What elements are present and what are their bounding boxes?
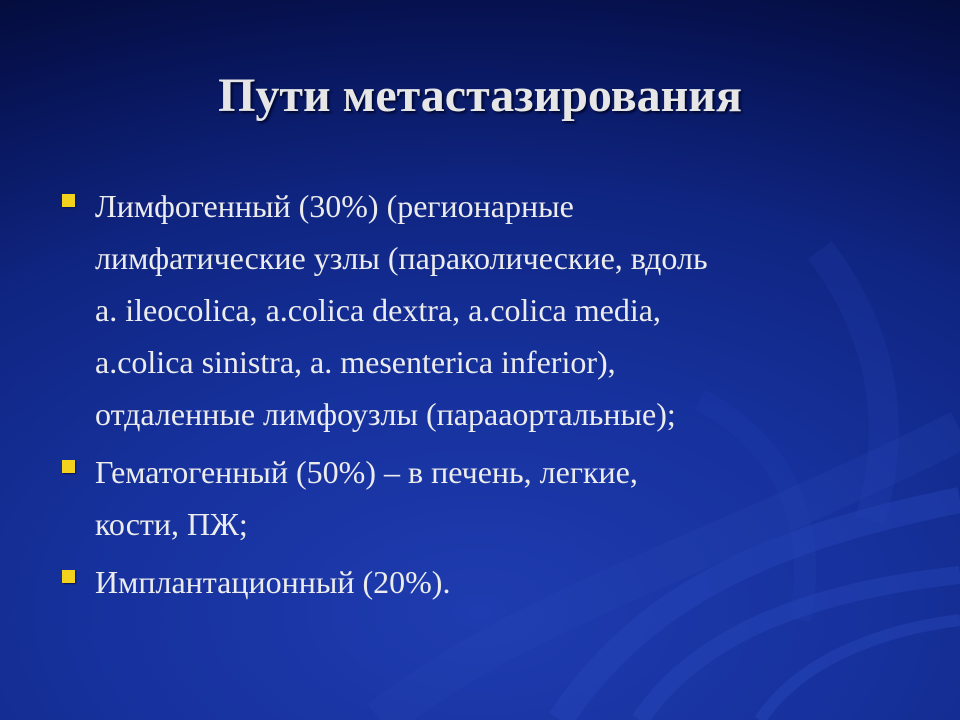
bullet-line: лимфатические узлы (параколические, вдоль xyxy=(95,240,708,276)
bullet-line: Лимфогенный (30%) (регионарные xyxy=(95,188,574,224)
square-bullet-icon xyxy=(62,460,75,473)
bullet-item-hematogenous xyxy=(60,446,910,550)
bullet-list xyxy=(60,180,910,614)
bullet-line: a. ileocolica, a.colica dextra, a.colica media, xyxy=(95,292,661,328)
square-bullet-icon xyxy=(62,194,75,207)
bullet-line: отдаленные лимфоузлы (парааортальные); xyxy=(95,396,676,432)
bullet-item-implantation xyxy=(60,556,910,608)
bullet-line: a.colica sinistra, a. mesenterica inferior), xyxy=(95,344,616,380)
bullet-line: кости, ПЖ; xyxy=(95,506,248,542)
bullet-line: Гематогенный (50%) – в печень, легкие, xyxy=(95,454,638,490)
bullet-item-lymphogenous xyxy=(60,180,910,440)
slide-title: Пути метастазирования xyxy=(218,69,742,122)
bullet-line: Имплантационный (20%). xyxy=(95,564,451,600)
square-bullet-icon xyxy=(62,570,75,583)
